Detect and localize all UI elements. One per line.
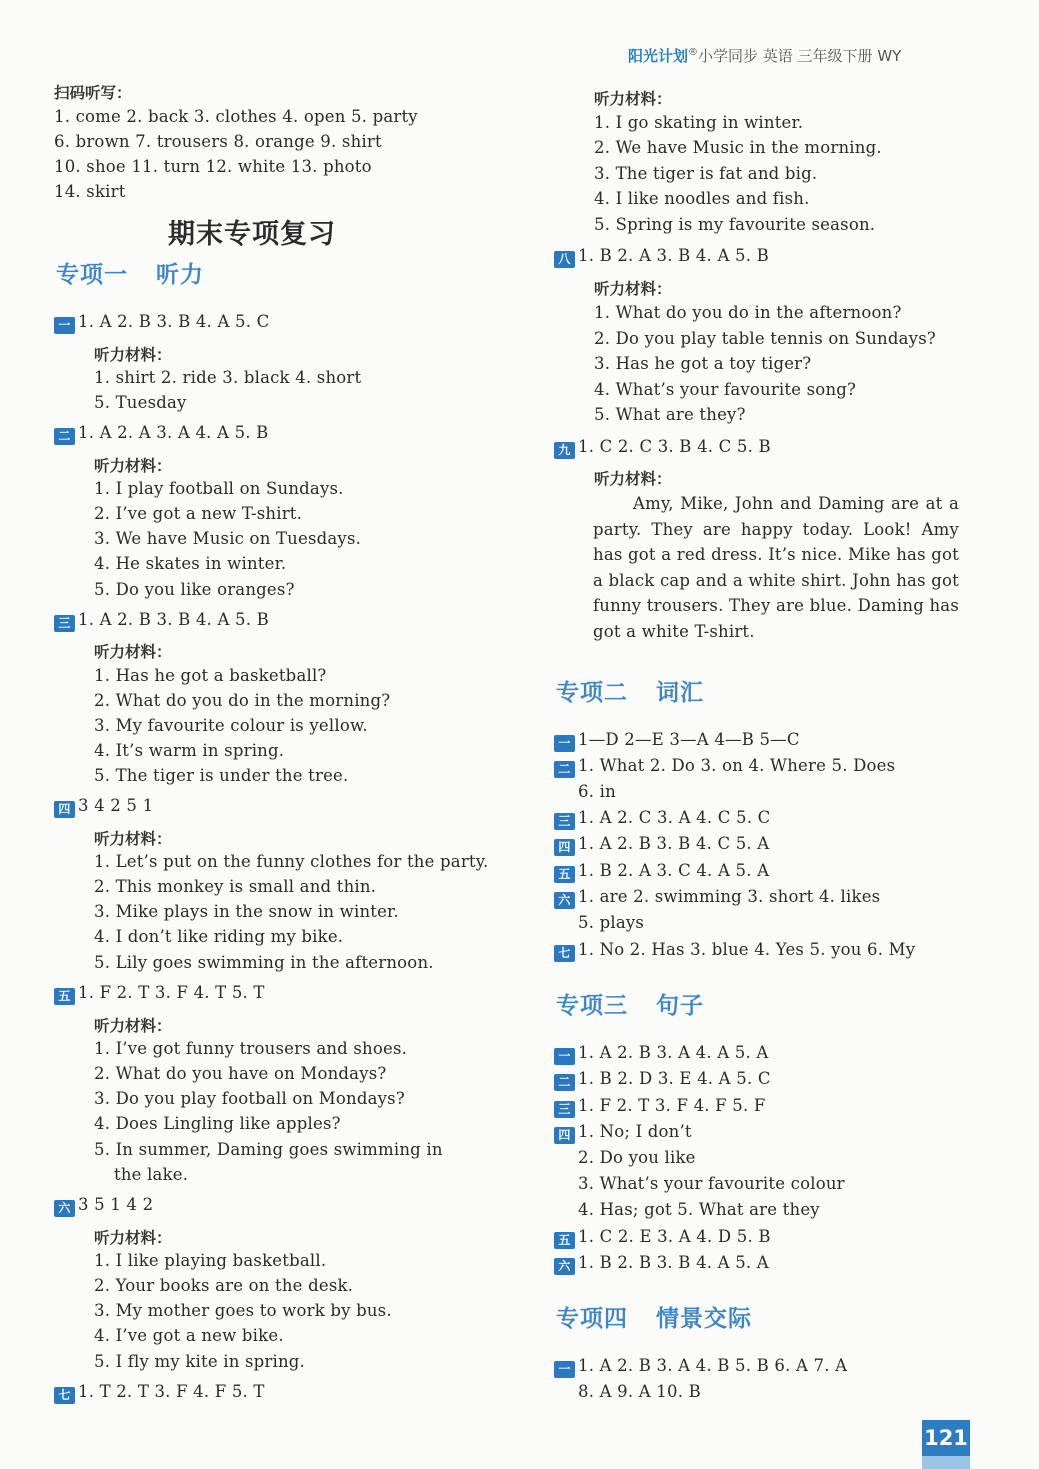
answer-row xyxy=(554,755,895,778)
material-line: 5. Spring is my favourite season. xyxy=(594,215,876,234)
topic-name: 情景交际 xyxy=(656,1305,752,1332)
material-line: 3. My mother goes to work by bus. xyxy=(94,1301,392,1320)
answer-text: 1. A 2. B 3. B 4. C 5. A xyxy=(578,834,770,853)
badge-icon: 一 xyxy=(554,1048,575,1065)
material-line: 3. Has he got a toy tiger? xyxy=(594,354,812,373)
material-line: 4. It’s warm in spring. xyxy=(94,741,285,760)
answer-row: 5. plays xyxy=(578,913,645,932)
answer-row-3 xyxy=(54,609,269,632)
badge-icon: 四 xyxy=(54,801,75,818)
material-line: 1. I play football on Sundays. xyxy=(94,479,344,498)
topic-number: 专项二 xyxy=(556,679,628,706)
material-line: 4. I don’t like riding my bike. xyxy=(94,927,344,946)
badge-icon: 四 xyxy=(554,1127,575,1144)
answer-text: 1. A 2. B 3. B 4. A 5. C xyxy=(78,312,270,331)
badge-icon: 二 xyxy=(554,1074,575,1091)
badge-icon: 二 xyxy=(554,761,575,778)
material-line: 5. Do you like oranges? xyxy=(94,580,295,599)
badge-icon: 三 xyxy=(554,813,575,830)
topic-number: 专项三 xyxy=(556,992,628,1019)
material-line: 1. Let’s put on the funny clothes for the party. xyxy=(94,852,489,871)
badge-icon: 八 xyxy=(554,251,575,268)
material-label: 听力材料： xyxy=(94,346,172,364)
answer-row: 4. Has; got 5. What are they xyxy=(578,1200,820,1219)
answer-text: 1. A 2. B 3. A 4. B 5. B 6. A 7. A xyxy=(578,1356,848,1375)
topic-number: 专项一 xyxy=(56,261,128,288)
answer-row xyxy=(554,1121,692,1144)
material-line: 1. I go skating in winter. xyxy=(594,113,804,132)
badge-icon: 一 xyxy=(554,735,575,752)
badge-icon: 九 xyxy=(554,442,575,459)
answer-row xyxy=(554,1252,769,1275)
answer-text: 1. C 2. E 3. A 4. D 5. B xyxy=(578,1227,771,1246)
answer-row xyxy=(554,886,880,909)
answer-text: 1—D 2—E 3—A 4—B 5—C xyxy=(578,730,800,749)
badge-icon: 六 xyxy=(54,1200,75,1217)
material-line: 5. Tuesday xyxy=(94,393,187,412)
badge-icon: 五 xyxy=(554,866,575,883)
topic-name: 听力 xyxy=(156,261,204,288)
material-label: 听力材料： xyxy=(94,643,172,661)
answer-text: 1. are 2. swimming 3. short 4. likes xyxy=(578,887,881,906)
material-label: 听力材料： xyxy=(94,1017,172,1035)
material-line: 4. He skates in winter. xyxy=(94,554,287,573)
answer-row xyxy=(554,1068,771,1091)
material-line: 1. I like playing basketball. xyxy=(94,1251,327,1270)
answer-text: 1. A 2. B 3. A 4. A 5. A xyxy=(578,1043,769,1062)
material-line: 1. I’ve got funny trousers and shoes. xyxy=(94,1039,408,1058)
answer-text: 1. T 2. T 3. F 4. F 5. T xyxy=(78,1382,265,1401)
material-line: 4. I like noodles and fish. xyxy=(594,189,810,208)
material-line: 5. Lily goes swimming in the afternoon. xyxy=(94,953,434,972)
answer-row: 6. in xyxy=(578,782,616,801)
material-line: 1. Has he got a basketball? xyxy=(94,666,327,685)
material-line: 4. Does Lingling like apples? xyxy=(94,1114,341,1133)
topic-name: 词汇 xyxy=(656,679,704,706)
scan-title: 扫码听写： xyxy=(54,84,132,102)
answer-row xyxy=(554,833,769,856)
material-label: 听力材料： xyxy=(594,470,672,488)
material-label: 听力材料： xyxy=(594,90,672,108)
scan-line: 6. brown 7. trousers 8. orange 9. shirt xyxy=(54,132,382,151)
answer-row-7 xyxy=(54,1381,265,1404)
brand-name: 阳光计划 xyxy=(628,47,689,65)
answer-row xyxy=(554,939,915,962)
scan-line: 10. shoe 11. turn 12. white 13. photo xyxy=(54,157,372,176)
material-line: the lake. xyxy=(114,1165,189,1184)
badge-icon: 二 xyxy=(54,428,75,445)
answer-row xyxy=(554,1042,769,1065)
answer-row-1 xyxy=(54,311,269,334)
registered-mark: ® xyxy=(688,47,699,58)
answer-text: 1. B 2. B 3. B 4. A 5. A xyxy=(578,1253,769,1272)
material-line: 2. I’ve got a new T-shirt. xyxy=(94,504,303,523)
badge-icon: 七 xyxy=(54,1387,75,1404)
material-line: 2. What do you do in the morning? xyxy=(94,691,391,710)
material-line: 2. This monkey is small and thin. xyxy=(94,877,377,896)
answer-row-2 xyxy=(54,422,269,445)
answer-text: 1. B 2. A 3. B 4. A 5. B xyxy=(578,246,769,265)
answer-text: 1. B 2. D 3. E 4. A 5. C xyxy=(578,1069,771,1088)
badge-icon: 五 xyxy=(554,1232,575,1249)
scan-line: 1. come 2. back 3. clothes 4. open 5. party xyxy=(54,107,418,126)
material-line: 5. What are they? xyxy=(594,405,746,424)
material-line: 3. We have Music on Tuesdays. xyxy=(94,529,362,548)
answer-row xyxy=(554,729,800,752)
material-line: 3. The tiger is fat and big. xyxy=(594,164,818,183)
material-line: 2. Your books are on the desk. xyxy=(94,1276,354,1295)
material-label: 听力材料： xyxy=(94,830,172,848)
material-line: 3. Mike plays in the snow in winter. xyxy=(94,902,399,921)
page-number-strip xyxy=(922,1456,970,1469)
badge-icon: 四 xyxy=(554,839,575,856)
answer-row: 8. A 9. A 10. B xyxy=(578,1382,701,1401)
page-header xyxy=(628,45,901,66)
material-line: 5. I fly my kite in spring. xyxy=(94,1352,306,1371)
answer-row xyxy=(554,1355,847,1378)
badge-icon: 一 xyxy=(54,317,75,334)
listening-passage: Amy, Mike, John and Daming are at a party. They are happy today. Look! Amy has got a red dress. It’s nice. Mike has got a black cap and a white shirt. John has got funny trousers. They are blue. Daming has got a white T-shirt. xyxy=(593,494,959,641)
badge-icon: 三 xyxy=(54,615,75,632)
material-line: 2. We have Music in the morning. xyxy=(594,138,882,157)
section-title: 期末专项复习 xyxy=(168,219,336,250)
answer-row-8 xyxy=(554,245,769,268)
badge-icon: 六 xyxy=(554,892,575,909)
answer-row: 2. Do you like xyxy=(578,1148,696,1167)
answer-text: 1. F 2. T 3. F 4. F 5. F xyxy=(578,1096,766,1115)
scan-line: 14. skirt xyxy=(54,182,126,201)
material-line: 2. Do you play table tennis on Sundays? xyxy=(594,329,936,348)
material-line: 4. What’s your favourite song? xyxy=(594,380,857,399)
answer-row xyxy=(554,807,770,830)
answer-text: 1. A 2. A 3. A 4. A 5. B xyxy=(78,423,269,442)
answer-text: 1. No; I don’t xyxy=(578,1122,692,1141)
material-line: 1. shirt 2. ride 3. black 4. short xyxy=(94,368,362,387)
answer-row-5 xyxy=(54,982,265,1005)
answer-row-6 xyxy=(54,1194,153,1217)
material-label: 听力材料： xyxy=(594,280,672,298)
badge-icon: 一 xyxy=(554,1361,575,1378)
badge-icon: 五 xyxy=(54,988,75,1005)
badge-icon: 六 xyxy=(554,1258,575,1275)
answer-text: 3 5 1 4 2 xyxy=(78,1195,154,1214)
material-line: 3. Do you play football on Mondays? xyxy=(94,1089,405,1108)
answer-text: 1. No 2. Has 3. blue 4. Yes 5. you 6. My xyxy=(578,940,916,959)
answer-text: 1. B 2. A 3. C 4. A 5. A xyxy=(578,861,770,880)
answer-row-9 xyxy=(554,436,771,459)
answer-text: 1. C 2. C 3. B 4. C 5. B xyxy=(578,437,771,456)
answer-row-4 xyxy=(54,795,153,818)
answer-row xyxy=(554,860,769,883)
topic-heading-1 xyxy=(56,256,204,289)
material-line: 1. What do you do in the afternoon? xyxy=(594,303,902,322)
answer-text: 1. F 2. T 3. F 4. T 5. T xyxy=(78,983,265,1002)
answer-text: 3 4 2 5 1 xyxy=(78,796,154,815)
answer-text: 1. What 2. Do 3. on 4. Where 5. Does xyxy=(578,756,896,775)
material-line: 2. What do you have on Mondays? xyxy=(94,1064,387,1083)
material-line: 5. In summer, Daming goes swimming in xyxy=(94,1140,443,1159)
topic-heading-3 xyxy=(556,987,704,1020)
material-line: 4. I’ve got a new bike. xyxy=(94,1326,284,1345)
answer-row xyxy=(554,1095,766,1118)
header-subtitle: 小学同步 英语 三年级下册 WY xyxy=(698,47,902,65)
topic-number: 专项四 xyxy=(556,1305,628,1332)
material-line: 5. The tiger is under the tree. xyxy=(94,766,349,785)
page-number: 121 xyxy=(922,1420,970,1456)
answer-text: 1. A 2. C 3. A 4. C 5. C xyxy=(578,808,771,827)
material-label: 听力材料： xyxy=(94,1229,172,1247)
answer-row: 3. What’s your favourite colour xyxy=(578,1174,845,1193)
topic-heading-4 xyxy=(556,1300,752,1333)
material-line: 3. My favourite colour is yellow. xyxy=(94,716,368,735)
badge-icon: 三 xyxy=(554,1101,575,1118)
topic-name: 句子 xyxy=(656,992,704,1019)
badge-icon: 七 xyxy=(554,945,575,962)
answer-row xyxy=(554,1226,771,1249)
answer-text: 1. A 2. B 3. B 4. A 5. B xyxy=(78,610,269,629)
topic-heading-2 xyxy=(556,674,704,707)
material-label: 听力材料： xyxy=(94,457,172,475)
